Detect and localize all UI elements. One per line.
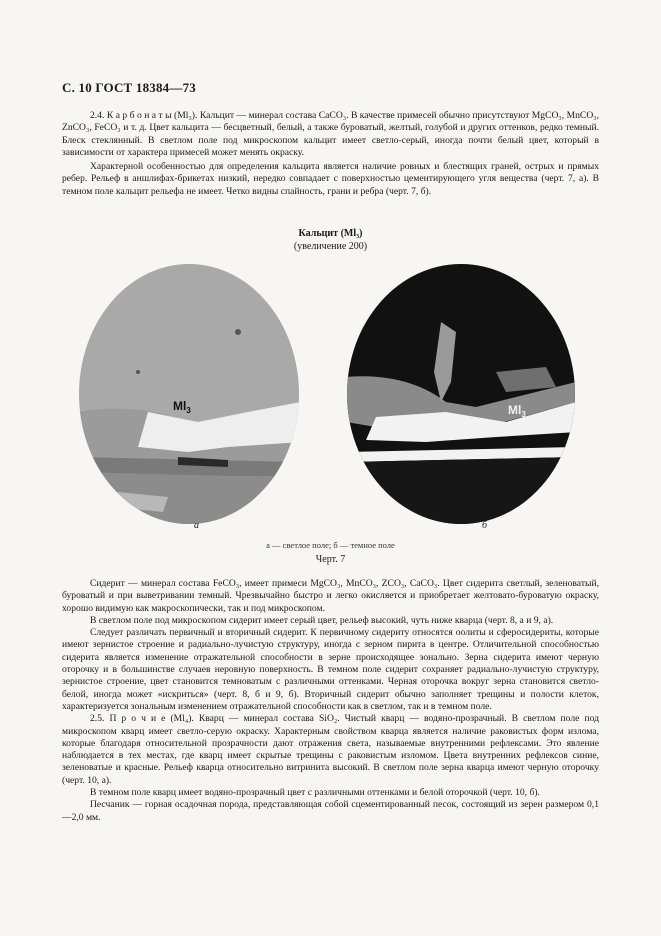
micrograph-bright-field bbox=[78, 262, 300, 526]
mineral-label-right: $Мl_3$ bbox=[508, 403, 526, 419]
paragraph-sandstone: Песчаник — горная осадочная порода, представляющая собой сцементированный песок, состоящий из зерен размером 0,1—2,0 мм. bbox=[62, 799, 599, 823]
figure-title bbox=[0, 228, 661, 240]
page-header: С. 10 ГОСТ 18384—73 bbox=[62, 80, 196, 95]
figure-subtitle: (увеличение 200) bbox=[293, 241, 368, 252]
paragraph-carbonates: 2.4. К а р б о н а т ы (Мl₃). Кальцит — минерал состава CaCO₃. В качестве примесей обычно присутствуют MgCO₃, MnCO₃, ZnCO₃, FeCO₃ и т. д. Цвет кальцита — бесцветный, белый, а также буроватый, желтый, голубой и других оттенков, редко темный. Блеск стеклянный. В светлом поле под микроскопом кальцит имеет светло-серый, иногда почти белый цвет, который в зависимости от характера примесей может менять окраску. bbox=[62, 110, 599, 158]
bottom-text bbox=[62, 578, 599, 824]
figure-legend: а — светлое поле; б — темное поле bbox=[266, 540, 395, 550]
figure-label-b: б bbox=[482, 520, 488, 531]
top-text bbox=[62, 110, 599, 198]
figure-title-text: Кальцит (Мl₃) bbox=[298, 228, 363, 239]
micrograph-dark-field bbox=[346, 262, 576, 526]
paragraph-siderite: Сидерит — минерал состава FeCO₃, имеет примеси MgCO₃, MnCO₃, ZCO₃, CaCO₃. Цвет сидерита светлый, зеленоватый, буроватый и при выветривании темный. Чрезвычайно быстро и легко окисляется и приобретает желтовато-буроватую окраску, хорошо видимую как макроскопически, так и под микроскопом. bbox=[62, 578, 599, 614]
paragraph-quartz-dark: В темном поле кварц имеет водяно-прозрачный цвет с различными оттенками и белой оторочкой (черт. 10, б). bbox=[90, 787, 540, 799]
mineral-label-left: $Мl_3$ bbox=[173, 399, 191, 415]
figure-number: Черт. 7 bbox=[315, 554, 346, 565]
paragraph-quartz: 2.5. П р о ч и е (Мl₄). Кварц — минерал состава SiO₂. Чистый кварц — водяно-прозрачный. В светлом поле под микроскопом кварц имеет светло-серую окраску. Характерным свойством кварца является наличие раковистых форм излома, которые благодаря относительной прозрачности дают отражения света, называемые внутренними рефлексами. Это явление наблюдается в тех местах, где кварц имеет скрытые трещины с раковистым изломом. Цвета внутренних рефлексов синие, зеленоватые и красные. Рельеф кварца относительно витринита высокий. В светлом поле зерна кварца имеют черную оторочку (черт. 10, а). bbox=[62, 713, 599, 786]
paragraph-siderite-types: Следует различать первичный и вторичный сидерит. К первичному сидериту относятся оолиты и сферосидериты, которые имеют зернистое строение и радиально-лучистую структуру, иногда с зерном пирита в центре. Отличительной способностью сидерита является изменение отражательной способности в зерне происходящее зонально. Зерна сидерита имеют черную оторочку и в большинстве случаев неровную поверхность. В темном поле сидерит сохраняет радиально-лучистую структуру, зернистое строение, цвет становится темноватым с различными оттенками. Черная оторочка вокруг зерна становится светло-белой, иногда может «искриться» (черт. 8, б и 9, б). Вторичный сидерит обычно заполняет трещины и полости клеток, характеризуется зональным изменением отражательной способности как в светлом, так и в темном поле. bbox=[62, 627, 599, 712]
paragraph-siderite-bright: В светлом поле под микроскопом сидерит имеет серый цвет, рельеф высокий, чуть ниже кварца (черт. 8, а и 9, а). bbox=[90, 614, 554, 626]
paragraph-calcite-features: Характерной особенностью для определения кальцита является наличие ровных и блестящих граней, острых и прямых ребер. Рельеф в аншлифах-брикетах низкий, нередко совпадает с поверхностью цементирующего угля вещества (черт. 7, а). В темном поле кальцит рельефа не имеет. Четко видны спайность, грани и ребра (черт. 7, б). bbox=[62, 161, 599, 197]
figure-label-a: а bbox=[194, 520, 199, 531]
